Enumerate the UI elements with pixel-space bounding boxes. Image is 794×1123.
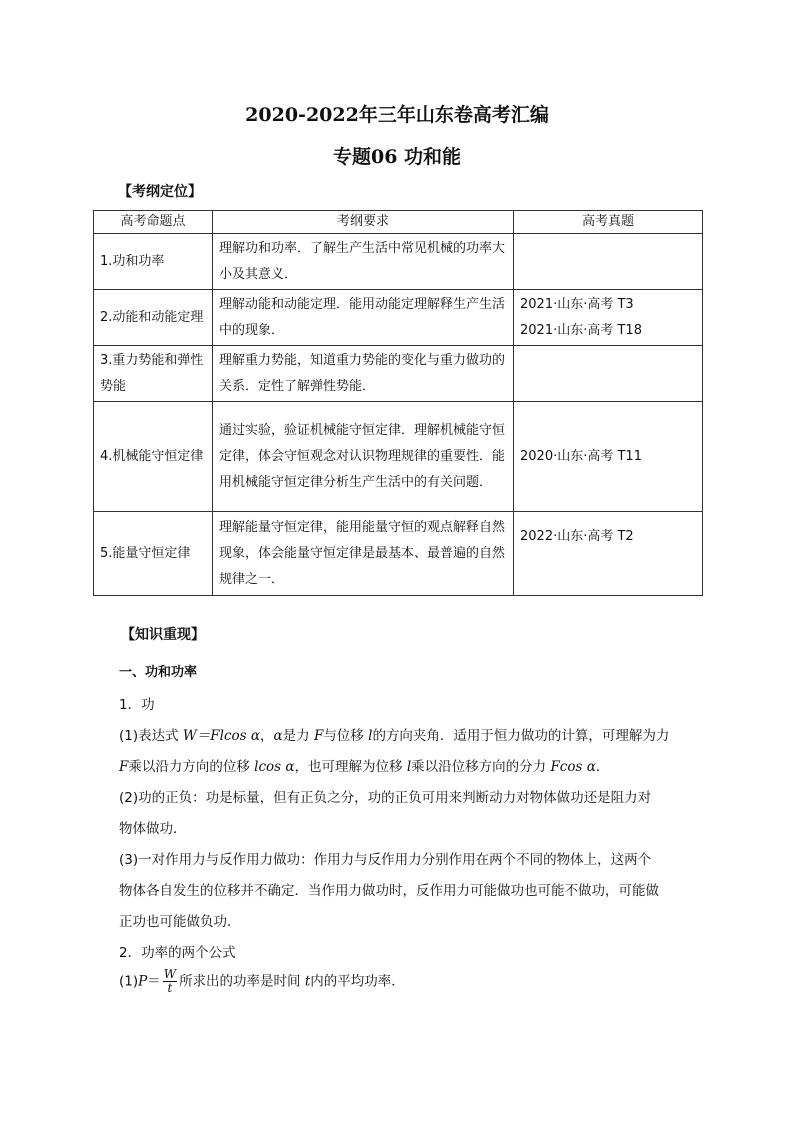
paragraph-line [119,755,609,775]
requirement-cell: 理解重力势能，知道重力势能的变化与重力做功的关系．定性了解弹性势能． [213,346,514,402]
text-span: ， [260,728,274,744]
text-span: 乘以沿力方向的位移 [128,759,255,775]
column-header: 高考命题点 [94,211,213,234]
column-header: 高考真题 [514,211,703,234]
real-exam-item: 2020·山东·高考 T11 [520,448,642,464]
text-span: (1) [119,973,139,990]
paragraph-line: (2)功的正负：功是标量，但有正负之分，功的正负可用来判断动力对物体做功还是阻力对 [119,790,652,806]
text-span: 是力 [282,728,314,744]
formula: Fcos α [550,759,596,775]
real-exam-item: 2022·山东·高考 T2 [520,529,634,544]
text-span: ． [595,759,610,775]
exam-point-cell: 5.能量守恒定律 [94,512,213,596]
text-span: 与位移 [323,728,369,744]
fraction-denominator: t [167,981,173,995]
column-header: 考纲要求 [213,211,514,234]
formula: lcos α [254,759,295,775]
symbol: F [313,728,324,744]
item-title: 2．功率的两个公式 [119,945,236,961]
requirement-cell: 理解动能和动能定理．能用动能定理解释生产生活中的现象． [213,290,514,346]
real-exam-cell [514,234,703,290]
text-span: 所求出的功率是时间 [179,973,305,990]
real-exam-item: 2021·山东·高考 T3 [520,296,634,312]
requirement-cell: 理解功和功率．了解生产生活中常见机械的功率大小及其意义． [213,234,514,290]
real-exam-cell [514,512,703,596]
paragraph-line: (3)一对作用力与反作用力做功：作用力与反作用力分别作用在两个不同的物体上，这两个 [119,852,652,868]
exam-point-cell: 2.动能和动能定理 [94,290,213,346]
symbol: P [138,973,148,990]
real-exam-cell [514,290,703,346]
text-span: ＝ [147,973,161,990]
text-span: ，也可理解为位移 [294,759,407,775]
exam-point-cell: 1.功和功率 [94,234,213,290]
table-row [94,290,703,346]
table-row [94,234,703,290]
paragraph-line: 正功也可能做负功． [119,914,241,930]
text-span: 乘以沿位移方向的分力 [411,759,551,775]
requirement-cell: 理解能量守恒定律，能用能量守恒的观点解释自然现象，体会能量守恒定律是最基本、最普遍的自然规律之一． [213,512,514,596]
table-row [94,346,703,402]
table-row [94,512,703,596]
fraction [163,968,177,995]
paragraph-line: 物体各自发生的位移并不确定．当作用力做功时，反作用力可能做功也可能不做功，可能做 [119,883,659,899]
symbol: F [119,759,129,775]
symbol: t [304,973,311,990]
paragraph-line [119,968,405,995]
outline-table [93,210,703,596]
table-row [94,402,703,512]
requirement-cell: 通过实验，验证机械能守恒定律．理解机械能守恒定律，体会守恒观念对认识物理规律的重要性．能用机械能守恒定律分析生产生活中的有关问题． [213,402,514,512]
text-span: 内的平均功率． [310,973,405,990]
real-exam-cell [514,346,703,402]
formula: W＝Flcos α [182,728,261,744]
paragraph-line: 物体做功． [119,821,187,837]
fraction-numerator: W [163,967,177,981]
exam-point-cell: 3.重力势能和弹性势能 [94,346,213,402]
item-title: 1．功 [119,697,155,713]
section-title: 一、功和功率 [119,665,198,680]
exam-point-cell: 4.机械能守恒定律 [94,402,213,512]
text-span: 的方向夹角．适用于恒力做功的计算，可理解为力 [372,728,670,744]
text-span: (1)表达式 [119,728,183,744]
symbol: l [368,728,373,744]
real-exam-cell [514,402,703,512]
symbol: l [406,759,412,775]
knowledge-heading: 【知识重现】 [121,627,205,643]
symbol: α [273,728,283,744]
paragraph-line [119,724,669,744]
document-subtitle: 专题06 功和能 [332,146,462,168]
outline-heading: 【考纲定位】 [118,184,202,200]
outline-table-header [94,211,703,234]
document-title: 2020-2022年三年山东卷高考汇编 [245,104,549,126]
real-exam-item: 2021·山东·高考 T18 [520,322,642,338]
